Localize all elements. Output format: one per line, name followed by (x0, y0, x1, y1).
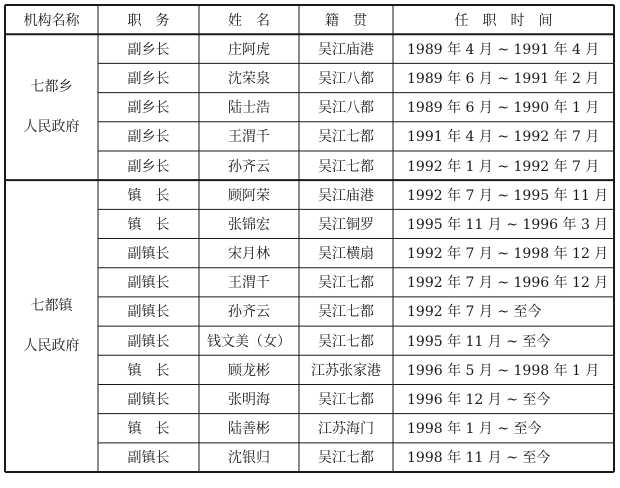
name-cell: 陆善彬 (228, 421, 270, 438)
name-cell: 张明海 (228, 392, 270, 409)
title-cell: 副镇长 (127, 392, 170, 409)
name-cell: 钱文美（女） (207, 333, 291, 350)
name-cell: 张锦宏 (228, 216, 270, 233)
term-cell: 1992 年 7 月 ~ 1998 年 12 月 (407, 246, 609, 263)
name-cell: 陆士浩 (228, 100, 270, 117)
name-cell: 王渭千 (228, 275, 270, 292)
title-cell: 镇 长 (127, 216, 170, 233)
origin-cell: 吴江横扇 (318, 246, 374, 263)
term-cell: 1996 年 12 月 ~ 至今 (407, 392, 551, 409)
header-org: 机构名称 (23, 12, 80, 29)
header-term: 任 职 时 间 (454, 12, 553, 29)
origin-cell: 江苏海门 (318, 421, 374, 438)
title-cell: 副镇长 (127, 333, 170, 350)
name-cell: 顾阿荣 (228, 187, 270, 204)
origin-cell: 吴江八都 (318, 100, 374, 117)
title-cell: 副乡长 (127, 100, 170, 117)
officials-table-wrapper (5, 5, 614, 472)
org-cell (5, 34, 98, 180)
origin-cell: 吴江七都 (318, 304, 374, 321)
table-row (5, 180, 614, 209)
title-cell: 副镇长 (127, 304, 170, 321)
origin-cell: 吴江七都 (318, 450, 374, 467)
title-cell: 副乡长 (127, 129, 170, 146)
origin-cell: 吴江八都 (318, 70, 374, 87)
origin-cell: 吴江七都 (318, 129, 374, 146)
title-cell: 副镇长 (127, 450, 170, 467)
org-name-line2: 人民政府 (23, 338, 80, 355)
title-cell: 副镇长 (127, 246, 170, 263)
term-cell: 1989 年 4 月 ~ 1991 年 4 月 (407, 41, 600, 58)
term-cell: 1989 年 6 月 ~ 1990 年 1 月 (407, 100, 600, 117)
name-cell: 孙齐云 (228, 304, 270, 321)
name-cell: 宋月林 (228, 246, 270, 263)
table-body (5, 34, 614, 472)
org-cell (5, 180, 98, 472)
table-row (5, 34, 614, 63)
term-cell: 1991 年 4 月 ~ 1992 年 7 月 (407, 129, 600, 146)
origin-cell: 吴江七都 (318, 158, 374, 175)
origin-cell: 吴江七都 (318, 392, 374, 409)
term-cell: 1998 年 1 月 ~ 至今 (407, 421, 542, 438)
org-name-line1: 七都乡 (30, 79, 73, 96)
term-cell: 1992 年 7 月 ~ 至今 (407, 304, 542, 321)
officials-table (5, 5, 614, 472)
org-name-line1: 七都镇 (30, 298, 73, 315)
term-cell: 1995 年 11 月 ~ 至今 (407, 333, 551, 350)
term-cell: 1989 年 6 月 ~ 1991 年 2 月 (407, 70, 600, 87)
title-cell: 副乡长 (127, 70, 170, 87)
term-cell: 1992 年 1 月 ~ 1992 年 7 月 (407, 158, 600, 175)
name-cell: 孙齐云 (228, 158, 270, 175)
name-cell: 沈银归 (228, 450, 270, 467)
term-cell: 1995 年 11 月 ~ 1996 年 3 月 (407, 216, 609, 233)
title-cell: 副乡长 (127, 158, 170, 175)
title-cell: 镇 长 (127, 187, 170, 204)
title-cell: 副镇长 (127, 275, 170, 292)
header-name: 姓 名 (228, 12, 270, 29)
name-cell: 王渭千 (228, 129, 270, 146)
term-cell: 1992 年 7 月 ~ 1996 年 12 月 (407, 275, 609, 292)
origin-cell: 吴江七都 (318, 333, 374, 350)
title-cell: 副乡长 (127, 41, 170, 58)
name-cell: 顾龙彬 (228, 362, 270, 379)
term-cell: 1996 年 5 月 ~ 1998 年 1 月 (407, 362, 600, 379)
term-cell: 1992 年 7 月 ~ 1995 年 11 月 (407, 187, 609, 204)
origin-cell: 吴江庙港 (318, 187, 374, 204)
origin-cell: 吴江庙港 (318, 41, 374, 58)
org-name-line2: 人民政府 (23, 119, 80, 136)
name-cell: 沈荣泉 (228, 70, 270, 87)
title-cell: 镇 长 (127, 421, 170, 438)
header-title: 职 务 (127, 12, 170, 29)
header-row (5, 5, 614, 34)
term-cell: 1998 年 11 月 ~ 至今 (407, 450, 551, 467)
header-origin: 籍 贯 (325, 12, 367, 29)
title-cell: 镇 长 (127, 362, 170, 379)
origin-cell: 吴江七都 (318, 275, 374, 292)
origin-cell: 吴江铜罗 (318, 216, 374, 233)
origin-cell: 江苏张家港 (311, 362, 381, 379)
name-cell: 庄阿虎 (228, 41, 270, 58)
